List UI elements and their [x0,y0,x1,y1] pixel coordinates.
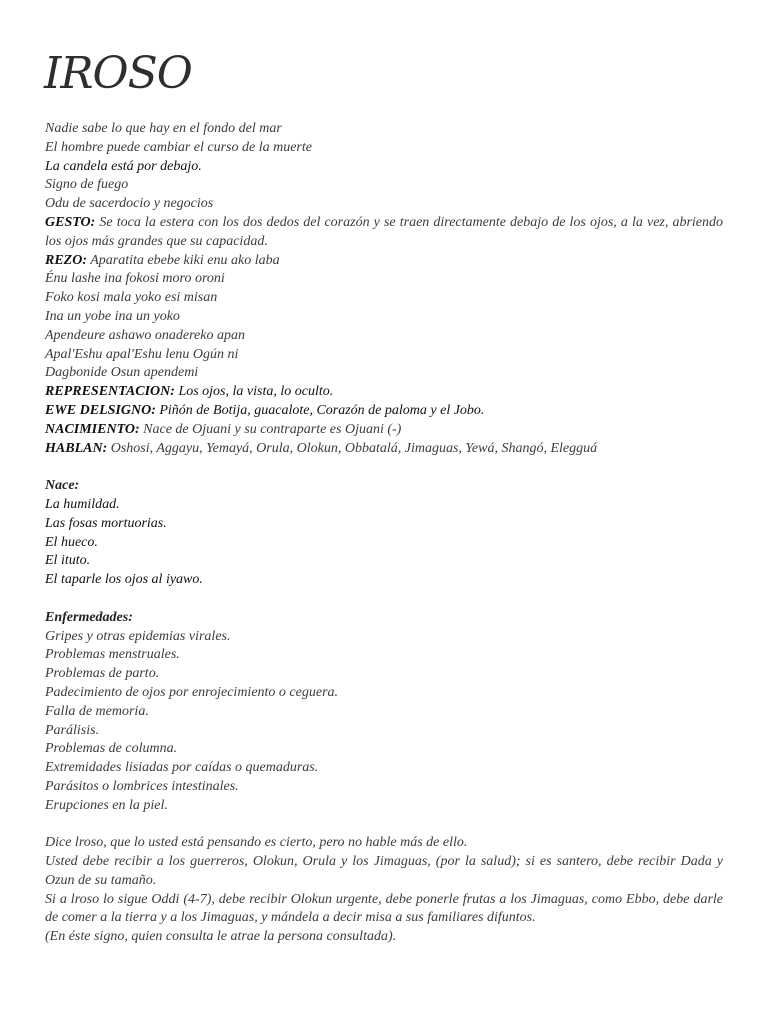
spacer [45,815,723,834]
nace-item: La humildad. [45,496,120,512]
dice-line: Dice lroso, que lo usted está pensando es cierto, pero no hable más de ello. [45,835,468,851]
document-body [45,120,723,947]
intro-line: La candela está por debajo. [45,158,202,174]
intro-line: Signo de fuego [45,177,129,193]
rezo-line: Apal'Eshu apal'Eshu lenu Ogún ni [45,346,239,362]
dice-paragraph: Usted debe recibir a los guerreros, Olokun, Orula y los Jimaguas, (por la salud); si es santero, debe recibir Dada y Ozun de su tamaño. [45,854,723,888]
nacimiento-label: NACIMIENTO: [45,421,140,437]
rezo-line: Foko kosi mala yoko esi misan [45,290,218,306]
nace-item: El taparle los ojos al iyawo. [45,572,203,588]
ewe-entry [45,402,723,421]
enfermedad-item: Falla de memoria. [45,703,149,719]
spacer [45,590,723,609]
enfermedad-item: Padecimiento de ojos por enrojecimiento o ceguera. [45,684,339,700]
hablan-label: HABLAN: [45,440,108,456]
dice-paragraph: Si a lroso lo sigue Oddi (4-7), debe recibir Olokun urgente, debe ponerle frutas a los Jimaguas, como Ebbo, debe darle de comer a la tierra y a los Jimaguas, y mándela a decir misa a sus familiares difuntos. [45,891,723,926]
dice-note: (En éste signo, quien consulta le atrae la persona consultada). [45,929,397,945]
spacer [45,458,723,477]
enfermedad-item: Parálisis. [45,722,100,738]
intro-line: El hombre puede cambiar el curso de la muerte [45,139,312,155]
gesto-entry [45,214,723,252]
rezo-line: Apendeure ashawo onadereko apan [45,327,245,343]
gesto-text: Se toca la estera con los dos dedos del corazón y se traen directamente debajo de los ojos, a la vez, abriendo los ojos más grandes que su capacidad. [45,214,724,249]
intro-line: Nadie sabe lo que hay en el fondo del mar [45,121,282,136]
enfermedades-heading: Enfermedades: [45,609,133,625]
nace-item: Las fosas mortuorias. [45,515,167,531]
hablan-text: Oshosi, Aggayu, Yemayá, Orula, Olokun, Obbatalá, Jimaguas, Yewá, Shangó, Elegguá [110,440,598,456]
rezo-line: Dagbonide Osun apendemi [45,365,199,381]
gesto-label: GESTO: [45,214,96,230]
enfermedad-item: Parásitos o lombrices intestinales. [45,778,239,794]
representacion-entry [45,383,723,402]
ewe-text: Piñón de Botija, guacalote, Corazón de paloma y el Jobo. [159,402,485,418]
nace-heading: Nace: [45,478,80,494]
page-title: IROSO [44,48,192,99]
ewe-label: EWE DELSIGNO: [45,402,156,418]
enfermedad-item: Extremidades lisiadas por caídas o quemaduras. [45,760,319,776]
enfermedad-item: Problemas de columna. [45,741,178,757]
enfermedad-item: Gripes y otras epidemias virales. [45,628,231,644]
intro-line: Odu de sacerdocio y negocios [45,196,214,212]
nacimiento-entry [45,421,723,440]
representacion-label: REPRESENTACION: [45,384,175,400]
nace-item: El hueco. [45,534,98,550]
rezo-line: Énu lashe ina fokosi moro oroni [45,271,225,287]
rezo-line: Ina un yobe ina un yoko [45,308,180,324]
rezo-entry [45,252,723,271]
representacion-text: Los ojos, la vista, lo oculto. [178,384,334,400]
rezo-label: REZO: [45,252,87,268]
enfermedad-item: Problemas de parto. [45,666,160,682]
rezo-first-line: Aparatita ebebe kiki enu ako laba [90,252,280,268]
hablan-entry [45,440,723,459]
nace-item: El ituto. [45,553,91,569]
enfermedad-item: Erupciones en la piel. [45,797,168,813]
nacimiento-text: Nace de Ojuani y su contraparte es Ojuani (-) [143,421,402,437]
enfermedad-item: Problemas menstruales. [45,647,180,663]
